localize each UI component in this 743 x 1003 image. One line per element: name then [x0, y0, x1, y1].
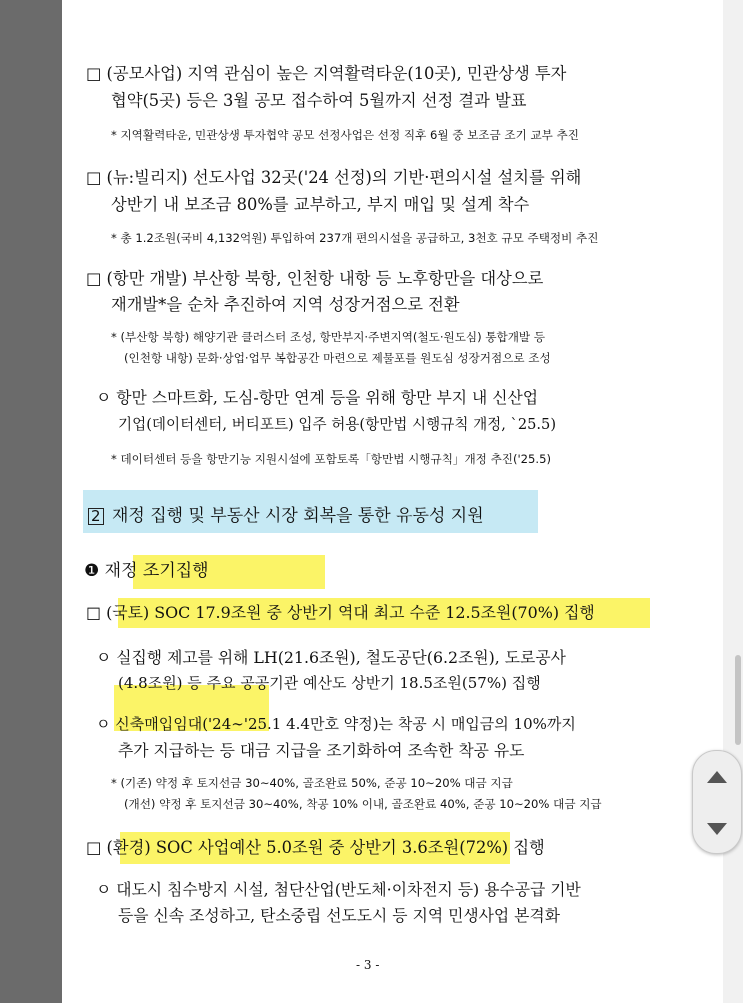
sub-item: 추가 지급하는 등 대금 지급을 조기화하여 조속한 착공 유도 [118, 741, 525, 760]
sub-item: ㅇ 신축매입임대('24∼'25.1 4.4만호 약정)는 착공 시 매입금의 10%까지 [96, 715, 576, 733]
para-line: 상반기 내 보조금 80%를 교부하고, 부지 매입 및 설계 착수 [111, 195, 530, 214]
heading-bullet-icon: ❶ [84, 561, 100, 581]
heading [84, 561, 209, 582]
footnote: * 데이터센터 등을 항만기능 지원시설에 포함토록「항만법 시행규칙」개정 추진('25.5) [111, 452, 552, 466]
sub-item: 기업(데이터센터, 버티포트) 입주 허용(항만법 시행규칙 개정, `25.5) [118, 416, 557, 433]
section-number: 2 [88, 508, 104, 525]
footnote: * (기존) 약정 후 토지선금 30∼40%, 골조완료 50%, 준공 10∼20% 대금 지급 [111, 776, 513, 790]
para-line: □ (환경) SOC 사업예산 5.0조원 중 상반기 3.6조원(72%) 집행 [86, 838, 545, 857]
scrollbar-thumb[interactable] [735, 655, 741, 745]
para-line: 협약(5곳) 등은 3월 공모 접수하여 5월까지 선정 결과 발표 [111, 91, 527, 110]
section-title-text: 재정 집행 및 부동산 시장 회복을 통한 유동성 지원 [111, 506, 484, 526]
para-line: □ (항만 개발) 부산항 북항, 인천항 내항 등 노후항만을 대상으로 [86, 269, 544, 288]
para-line: □ (공모사업) 지역 관심이 높은 지역활력타운(10곳), 민관상생 투자 [86, 64, 567, 83]
section-title [88, 501, 484, 526]
footnote: (인천항 내항) 문화·상업·업무 복합공간 마련으로 제물포를 원도심 성장거점으로 조성 [124, 351, 551, 365]
sub-item: ㅇ 항만 스마트화, 도심-항만 연계 등을 위해 항만 부지 내 신산업 [96, 388, 539, 407]
para-line: □ (국토) SOC 17.9조원 중 상반기 역대 최고 수준 12.5조원(70%) 집행 [86, 603, 595, 622]
footnote: * 총 1.2조원(국비 4,132억원) 투입하여 237개 편의시설을 공급하고, 3천호 규모 주택정비 추진 [111, 231, 599, 245]
footnote: (개선) 약정 후 토지선금 30∼40%, 착공 10% 이내, 골조완료 40%, 준공 10∼20% 대금 지급 [124, 797, 602, 811]
footnote: * (부산항 북항) 해양기관 클러스터 조성, 항만부지·주변지역(철도·원도심) 통합개발 등 [111, 330, 546, 344]
page-nav-control [692, 750, 742, 854]
triangle-up-icon[interactable] [707, 771, 727, 783]
sub-item: (4.8조원) 등 주요 공공기관 예산도 상반기 18.5조원(57%) 집행 [118, 674, 541, 692]
footnote: * 지역활력타운, 민관상생 투자협약 공모 선정사업은 선정 직후 6월 중 보조금 조기 교부 추진 [111, 128, 579, 142]
heading-text: 재정 조기집행 [104, 561, 209, 581]
para-line: 재개발*을 순차 추진하여 지역 성장거점으로 전환 [111, 295, 460, 314]
page-number: - 3 - [356, 958, 380, 972]
sub-item: ㅇ 대도시 침수방지 시설, 첨단산업(반도체·이차전지 등) 용수공급 기반 [96, 880, 581, 899]
sub-item: 등을 신속 조성하고, 탄소중립 선도도시 등 지역 민생사업 본격화 [118, 906, 560, 925]
para-line: □ (뉴:빌리지) 선도사업 32곳('24 선정)의 기반·편의시설 설치를 위해 [86, 168, 582, 187]
sub-item: ㅇ 실집행 제고를 위해 LH(21.6조원), 철도공단(6.2조원), 도로공사 [96, 648, 566, 667]
triangle-down-icon[interactable] [707, 823, 727, 835]
